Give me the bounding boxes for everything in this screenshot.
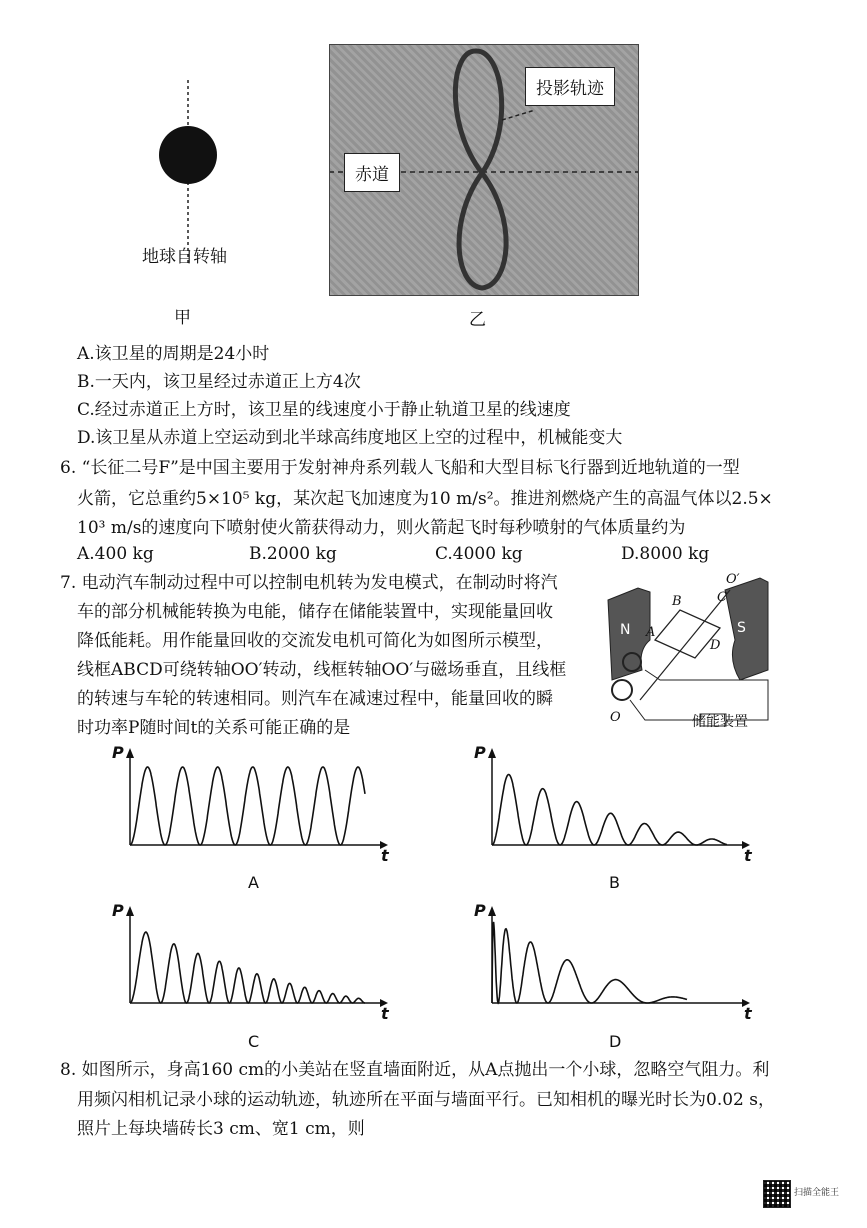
curve-d (492, 922, 687, 1003)
figure-jia-caption: 甲 (174, 308, 191, 328)
curve-a (130, 767, 365, 845)
q8-line-1: 8. 如图所示，身高160 cm的小美站在竖直墙面附近，从A点抛出一个小球，忽略空气阻力。利 (60, 1060, 770, 1080)
storage-label: 储能装置 (692, 714, 748, 730)
graph-a-p-label: P (112, 743, 124, 762)
q6-option-a: A.400 kg (77, 544, 154, 564)
circuit-wire-2 (630, 700, 700, 720)
graph-c-t-label: t (381, 1004, 389, 1023)
pointer-line (502, 110, 535, 120)
q5-option-a: A.该卫星的周期是24小时 (77, 344, 270, 364)
figure-eight-track (455, 51, 506, 288)
label-a: A (646, 625, 656, 640)
q8-line-3: 照片上每块墙砖长3 cm、宽1 cm，则 (77, 1119, 365, 1139)
earth-diagram (130, 70, 250, 270)
q5-option-b: B.一天内，该卫星经过赤道正上方4次 (77, 372, 361, 392)
q7-line-5: 的转速与车轮的转速相同。则汽车在减速过程中，能量回收的瞬 (77, 689, 553, 709)
graph-c (126, 906, 388, 1007)
q6-option-c: C.4000 kg (435, 544, 523, 564)
curve-c (130, 932, 365, 1003)
qr-code-icon (763, 1180, 791, 1208)
graph-c-label: C (248, 1032, 260, 1051)
graph-b (488, 748, 750, 849)
label-o: O (610, 710, 621, 725)
label-n: N (620, 622, 631, 638)
q6-option-d: D.8000 kg (621, 544, 710, 564)
graph-a-label: A (248, 873, 259, 892)
scanner-watermark: 扫描全能王 (794, 1188, 840, 1198)
graph-d (488, 906, 750, 1007)
q7-line-4: 线框ABCD可绕转轴OO′转动，线框转轴OO′与磁场垂直，且线框 (77, 660, 567, 680)
graph-d-t-label: t (744, 1004, 752, 1023)
earth-globe (159, 126, 217, 184)
magnet-s (725, 578, 768, 680)
q7-line-1: 7. 电动汽车制动过程中可以控制电机转为发电模式，在制动时将汽 (60, 573, 558, 593)
graph-c-p-label: P (112, 901, 124, 920)
q7-line-2: 车的部分机械能转换为电能，储存在储能装置中，实现能量回收 (77, 602, 553, 622)
q6-line-1: 6. “长征二号F”是中国主要用于发射神舟系列载人飞船和大型目标飞行器到近地轨道的一型 (60, 458, 740, 478)
slip-ring-2 (612, 680, 632, 700)
graph-b-label: B (609, 873, 620, 892)
figure-yi-map (329, 44, 639, 296)
q5-option-d: D.该卫星从赤道上空运动到北半球高纬度地区上空的过程中，机械能变大 (77, 428, 623, 448)
q6-line-2: 火箭，它总重约5×10⁵ kg，某次起飞加速度为10 m/s²。推进剂燃烧产生的高温气体以2.5× (77, 489, 773, 509)
graph-a-t-label: t (381, 846, 389, 865)
figure-jia (130, 70, 250, 330)
graph-b-p-label: P (474, 743, 486, 762)
q6-option-b: B.2000 kg (249, 544, 337, 564)
q7-line-3: 降低能耗。用作能量回收的交流发电机可简化为如图所示模型， (77, 631, 553, 651)
graph-d-label: D (609, 1032, 622, 1051)
power-graphs (110, 740, 810, 1060)
label-b: B (672, 594, 682, 609)
curve-b (492, 775, 727, 846)
graph-a (126, 748, 388, 849)
graph-b-t-label: t (744, 846, 752, 865)
figure-yi-caption: 乙 (469, 310, 486, 330)
q7-line-6: 时功率P随时间t的关系可能正确的是 (77, 718, 351, 738)
label-c: C (717, 590, 727, 605)
q8-line-2: 用频闪相机记录小球的运动轨迹，轨迹所在平面与墙面平行。已知相机的曝光时长为0.02 s， (77, 1090, 775, 1110)
label-o-prime: O′ (726, 572, 740, 587)
projection-label: 投影轨迹 (525, 67, 615, 106)
equator-label: 赤道 (344, 153, 400, 192)
q6-line-3: 10³ m/s的速度向下喷射使火箭获得动力，则火箭起飞时每秒喷射的气体质量约为 (77, 518, 686, 538)
axis-label: 地球自转轴 (142, 247, 227, 267)
q5-option-c: C.经过赤道正上方时，该卫星的线速度小于静止轨道卫星的线速度 (77, 400, 571, 420)
label-s: S (737, 620, 746, 636)
graph-d-p-label: P (474, 901, 486, 920)
label-d: D (710, 638, 721, 653)
generator-diagram (600, 570, 790, 740)
